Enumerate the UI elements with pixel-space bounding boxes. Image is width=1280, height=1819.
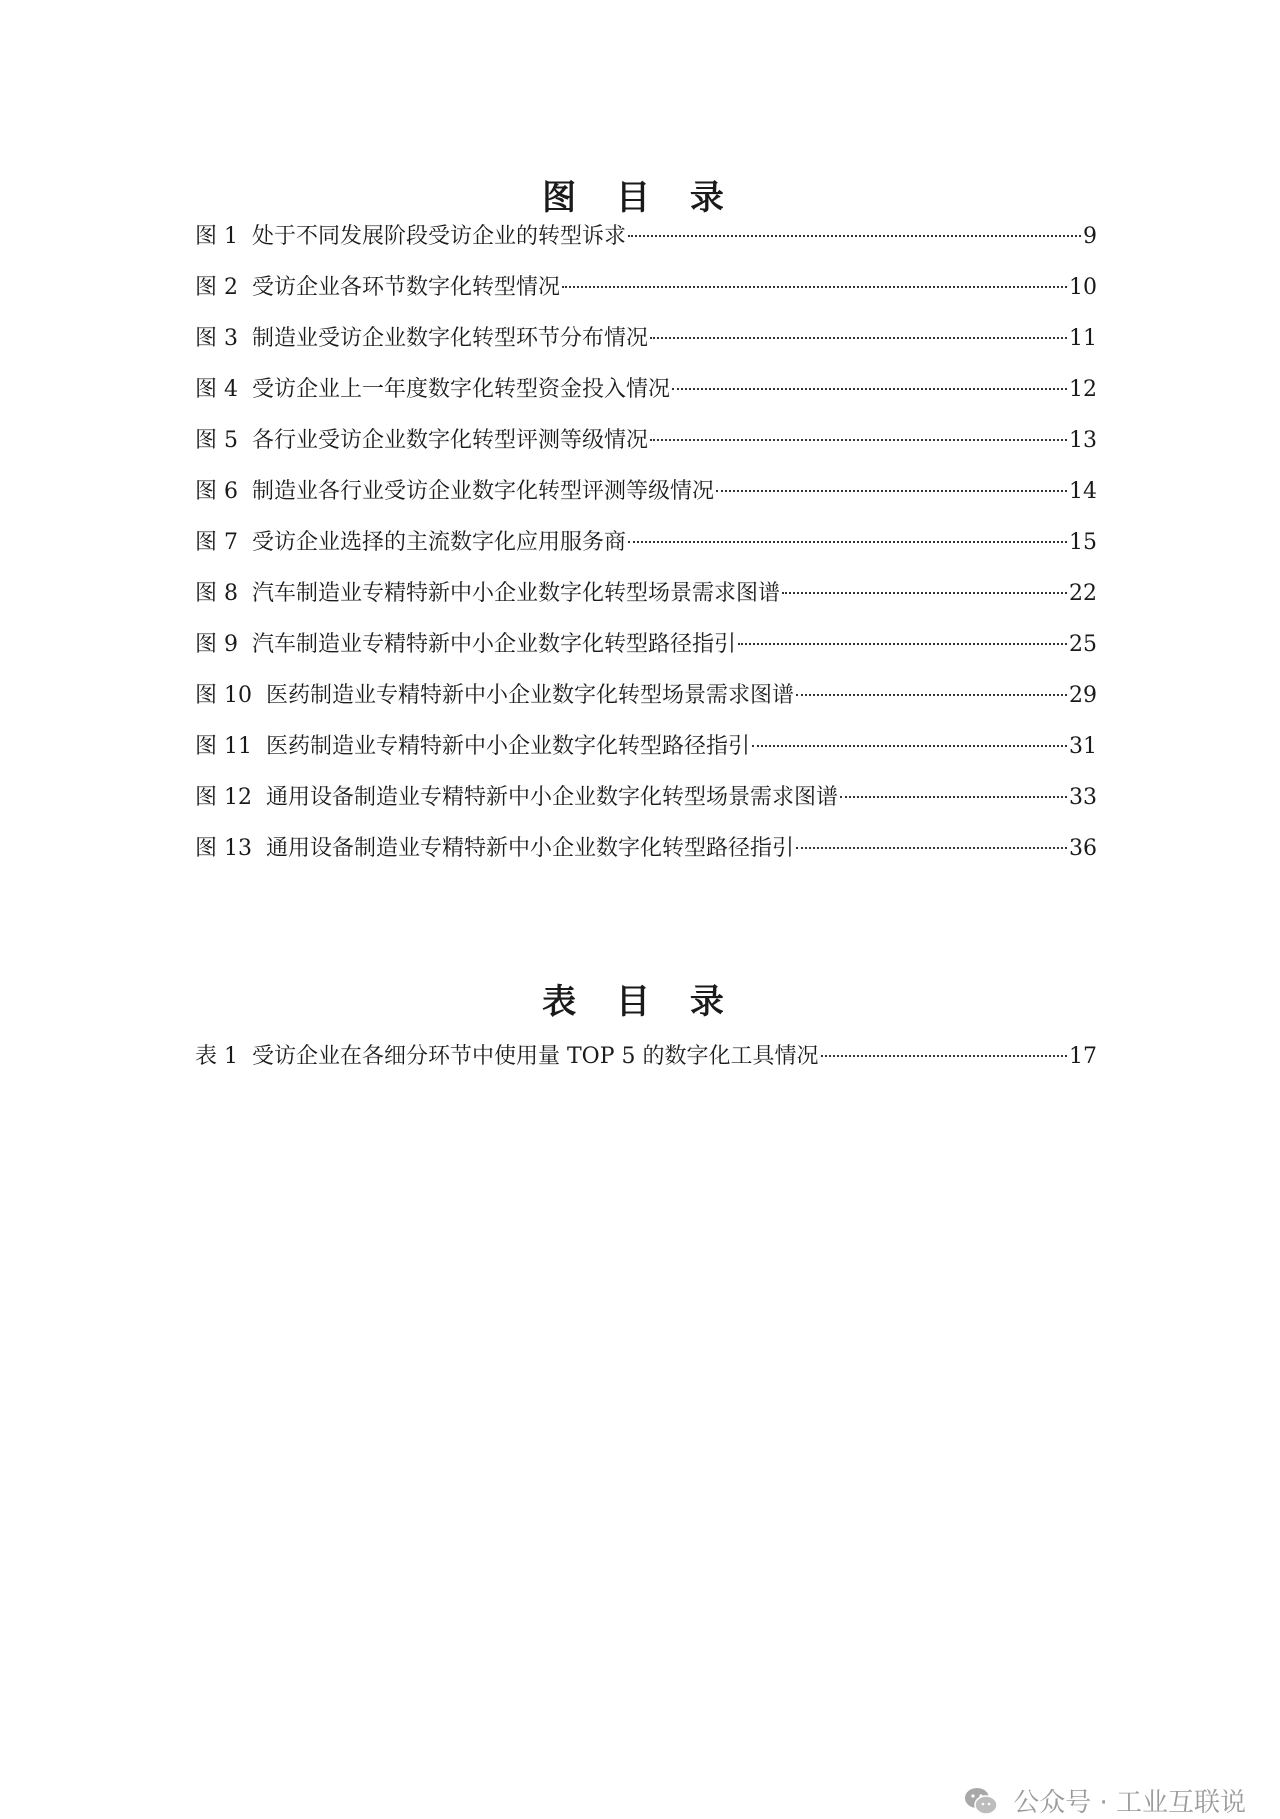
dot-leader	[752, 745, 1067, 747]
dot-leader	[672, 388, 1067, 390]
dot-leader	[782, 592, 1067, 594]
figure-index-entry-title: 汽车制造业专精特新中小企业数字化转型场景需求图谱	[252, 581, 781, 606]
figure-index-entry-number: 图 7	[195, 530, 238, 555]
dot-leader	[628, 235, 1081, 237]
figure-index-entry-title: 受访企业选择的主流数字化应用服务商	[252, 530, 627, 555]
figure-index-entry[interactable]	[195, 732, 1097, 783]
figure-index-entry-title: 医药制造业专精特新中小企业数字化转型路径指引	[266, 734, 751, 759]
dot-leader	[650, 337, 1067, 339]
figure-index-entry-title: 制造业受访企业数字化转型环节分布情况	[252, 326, 649, 351]
table-index-entry-page-number: 17	[1069, 1044, 1097, 1069]
figure-index-entry[interactable]	[195, 528, 1097, 579]
figure-index-entry[interactable]	[195, 324, 1097, 375]
figure-index-entry-number: 图 10	[195, 683, 252, 708]
figure-index-entry-number: 图 11	[195, 734, 252, 759]
figure-index-entry-page-number: 9	[1083, 224, 1097, 249]
dot-leader	[840, 796, 1067, 798]
figure-index-entry[interactable]	[195, 375, 1097, 426]
dot-leader	[650, 439, 1067, 441]
figure-index-entry-title: 汽车制造业专精特新中小企业数字化转型路径指引	[252, 632, 737, 657]
figure-index-entry-page-number: 36	[1069, 836, 1097, 861]
figure-index-entry-number: 图 12	[195, 785, 252, 810]
figure-index-entry-title: 医药制造业专精特新中小企业数字化转型场景需求图谱	[266, 683, 795, 708]
dot-leader	[628, 541, 1067, 543]
figure-index-entry-number: 图 8	[195, 581, 238, 606]
table-index-title: 表 目 录	[542, 982, 738, 1022]
dot-leader	[562, 286, 1067, 288]
figure-index-entry[interactable]	[195, 630, 1097, 681]
figure-index-entry[interactable]	[195, 834, 1097, 885]
figure-index-entry-title: 受访企业各环节数字化转型情况	[252, 275, 561, 300]
dot-leader	[796, 847, 1067, 849]
dot-leader	[796, 694, 1067, 696]
wechat-icon	[963, 1786, 999, 1816]
watermark	[963, 1782, 1246, 1819]
figure-index-entry-number: 图 2	[195, 275, 238, 300]
figure-index-entry-title: 通用设备制造业专精特新中小企业数字化转型路径指引	[266, 836, 795, 861]
table-index-entry[interactable]	[195, 1042, 1097, 1093]
figure-index-list	[195, 222, 1097, 885]
figure-index-entry-page-number: 31	[1069, 734, 1097, 759]
table-index-entry-number: 表 1	[195, 1044, 238, 1069]
figure-index-entry-page-number: 22	[1069, 581, 1097, 606]
figure-index-entry[interactable]	[195, 681, 1097, 732]
figure-index-entry[interactable]	[195, 579, 1097, 630]
figure-index-entry[interactable]	[195, 273, 1097, 324]
figure-index-entry-page-number: 14	[1069, 479, 1097, 504]
dot-leader	[716, 490, 1067, 492]
figure-index-entry[interactable]	[195, 426, 1097, 477]
figure-index-entry-page-number: 11	[1069, 326, 1097, 351]
figure-index-entry[interactable]	[195, 477, 1097, 528]
figure-index-entry-title: 制造业各行业受访企业数字化转型评测等级情况	[252, 479, 715, 504]
figure-index-entry-title: 处于不同发展阶段受访企业的转型诉求	[252, 224, 627, 249]
figure-index-title: 图 目 录	[542, 178, 738, 218]
figure-index-entry-page-number: 10	[1069, 275, 1097, 300]
figure-index-entry-number: 图 1	[195, 224, 238, 249]
figure-index-entry-page-number: 29	[1069, 683, 1097, 708]
figure-index-entry-number: 图 4	[195, 377, 238, 402]
figure-index-entry-number: 图 13	[195, 836, 252, 861]
figure-index-entry[interactable]	[195, 783, 1097, 834]
figure-index-entry-title: 通用设备制造业专精特新中小企业数字化转型场景需求图谱	[266, 785, 839, 810]
figure-index-entry-number: 图 6	[195, 479, 238, 504]
figure-index-entry-number: 图 9	[195, 632, 238, 657]
watermark-text: 公众号 · 工业互联说	[1013, 1788, 1246, 1818]
figure-index-entry-page-number: 12	[1069, 377, 1097, 402]
table-index-list	[195, 1042, 1097, 1093]
figure-index-entry-page-number: 13	[1069, 428, 1097, 453]
figure-index-entry-number: 图 5	[195, 428, 238, 453]
figure-index-entry-title: 各行业受访企业数字化转型评测等级情况	[252, 428, 649, 453]
figure-index-entry-number: 图 3	[195, 326, 238, 351]
figure-index-entry-page-number: 25	[1069, 632, 1097, 657]
figure-index-entry[interactable]	[195, 222, 1097, 273]
figure-index-entry-title: 受访企业上一年度数字化转型资金投入情况	[252, 377, 671, 402]
figure-index-entry-page-number: 15	[1069, 530, 1097, 555]
figure-index-entry-page-number: 33	[1069, 785, 1097, 810]
table-index-entry-title: 受访企业在各细分环节中使用量 TOP 5 的数字化工具情况	[252, 1044, 819, 1069]
dot-leader	[738, 643, 1067, 645]
dot-leader	[821, 1055, 1068, 1057]
